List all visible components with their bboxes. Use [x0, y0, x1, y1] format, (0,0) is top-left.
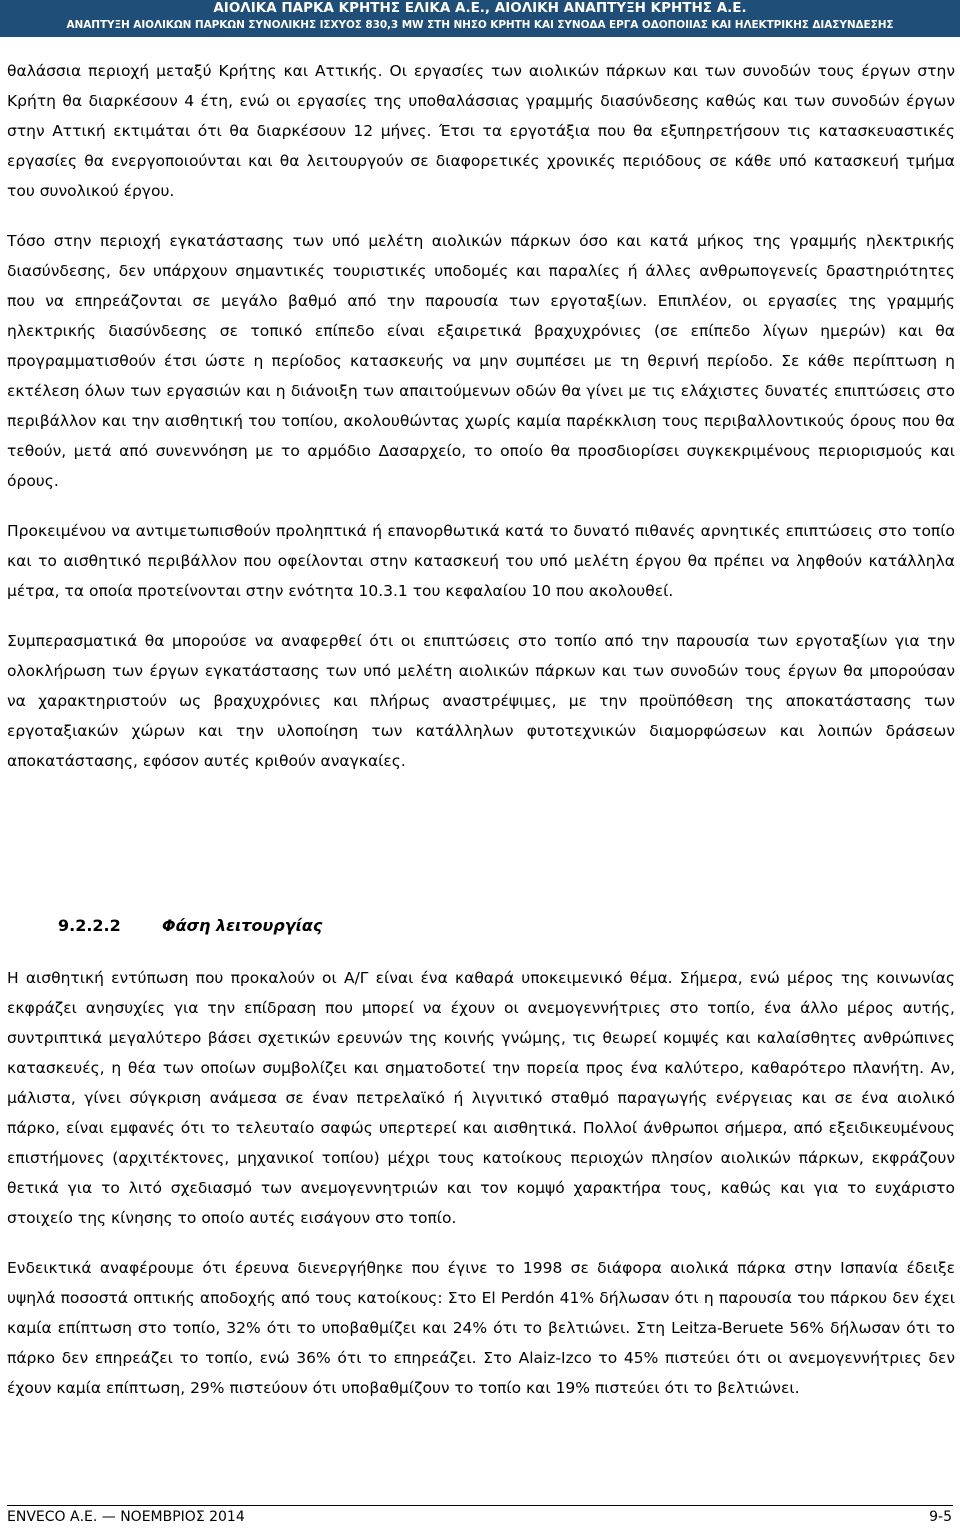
paragraph: Προκειμένου να αντιμετωπισθούν προληπτικά ή επανορθωτικά κατά το δυνατό πιθανές αρνητικές επιπτώσεις στο τοπίο και το αισθητικό περιβάλλον που οφείλονται στην κατασκευή του υπό μελέτη έργου θα πρέπει να ληφθούν κατάλληλα μέτρα, τα οποία προτείνονται στην ενότητα 10.3.1 του κεφαλαίου 10 που ακολουθεί.	[7, 522, 955, 600]
footer-divider	[7, 1505, 953, 1506]
section-heading	[58, 911, 322, 941]
paragraph: θαλάσσια περιοχή μεταξύ Κρήτης και Αττικής. Οι εργασίες των αιολικών πάρκων και των συνοδών τους έργων στην Κρήτη θα διαρκέσουν 4 έτη, ενώ οι εργασίες της υποθαλάσσιας γραμμής διασύνδεσης καθώς και των συνοδών έργων στην Αττική εκτιμάται ότι θα διαρκέσουν 12 μήνες. Έτσι τα εργοτάξια που θα εξυπηρετήσουν τις κατασκευαστικές εργασίες θα ενεργοποιούνται και θα λειτουργούν σε διαφορετικές χρονικές περιόδους σε κάθε υπό κατασκευή τμήμα του συνολικού έργου.	[7, 62, 955, 200]
page-number: 9-5	[929, 1509, 952, 1525]
header-subtitle: ΑΝΑΠΤΥΞΗ ΑΙΟΛΙΚΩΝ ΠΑΡΚΩΝ ΣΥΝΟΛΙΚΗΣ ΙΣΧΥΟΣ 830,3 MW ΣΤΗ ΝΗΣΟ ΚΡΗΤΗ ΚΑΙ ΣΥΝΟΔΑ ΕΡΓΑ ΟΔΟΠΟΙΙΑΣ ΚΑΙ ΗΛΕΚΤΡΙΚΗΣ ΔΙΑΣΥΝΔΕΣΗΣ	[66, 19, 894, 31]
paragraph: Συμπερασματικά θα μπορούσε να αναφερθεί ότι οι επιπτώσεις στο τοπίο από την παρουσία των εργοταξίων για την ολοκλήρωση των έργων εγκατάστασης των υπό μελέτη αιολικών πάρκων και των συνοδών τους έργων θα μπορούσαν να χαρακτηριστούν ως βραχυχρόνιες και πλήρως αναστρέψιμες, με την προϋπόθεση της αποκατάστασης των εργοταξιακών χώρων και την υλοποίηση των κατάλληλων φυτοτεχνικών διαμορφώσεων και λοιπών δράσεων αποκατάστασης, εφόσον αυτές κριθούν αναγκαίες.	[7, 632, 955, 770]
header-title: ΑΙΟΛΙΚΑ ΠΑΡΚΑ ΚΡΗΤΗΣ ΕΛΙΚΑ Α.Ε., ΑΙΟΛΙΚΗ ΑΝΑΠΤΥΞΗ ΚΡΗΤΗΣ Α.Ε.	[213, 0, 747, 16]
body-text-upper	[7, 56, 955, 796]
section-title: Φάση λειτουργίας	[162, 916, 323, 935]
body-text-lower	[7, 963, 955, 1423]
page-header	[0, 0, 960, 37]
paragraph: Τόσο στην περιοχή εγκατάστασης των υπό μελέτη αιολικών πάρκων όσο και κατά μήκος της γραμμής ηλεκτρικής διασύνδεσης, δεν υπάρχουν σημαντικές τουριστικές υποδομές και παραλίες ή άλλες ανθρωπογενείς δραστηριότητες που να επηρεάζονται σε μεγάλο βαθμό από την παρουσία των εργοταξίων. Επιπλέον, οι εργασίες της γραμμής ηλεκτρικής διασύνδεσης σε τοπικό επίπεδο είναι εξαιρετικά βραχυχρόνιες (σε επίπεδο λίγων ημερών) και θα προγραμματισθούν έτσι ώστε η περίοδος κατασκευής να μην συμπέσει με τη θερινή περίοδο. Σε κάθε περίπτωση η εκτέλεση όλων των εργασιών και η διάνοιξη των απαιτούμενων οδών θα γίνει με τις ελάχιστες δυνατές επιπτώσεις στο περιβάλλον και την αισθητική του τοπίου, ακολουθώντας χωρίς καμία παρέκκλιση τους περιβαλλοντικούς όρους που θα τεθούν, μετά από συνεννόηση με το αρμόδιο Δασαρχείο, το οποίο θα προσδιορίσει συγκεκριμένους περιορισμούς και όρους.	[7, 232, 955, 490]
paragraph: Ενδεικτικά αναφέρουμε ότι έρευνα διενεργήθηκε που έγινε το 1998 σε διάφορα αιολικά πάρκα στην Ισπανία έδειξε υψηλά ποσοστά οπτικής αποδοχής από τους κατοίκους: Στο El Perdón 41% δήλωσαν ότι η παρουσία του πάρκου δεν έχει καμία επίπτωση στο τοπίο, 32% ότι το υποβαθμίζει και 24% ότι το βελτιώνει. Στη Leitza-Beruete 56% δήλωσαν ότι το πάρκο δεν επηρεάζει το τοπίο, ενώ 36% ότι το επηρεάζει. Στο Alaiz-Izco το 45% πιστεύει ότι οι ανεμογεννήτριες δεν έχουν καμία επίπτωση, 29% πιστεύουν ότι υποβαθμίζουν το τοπίο και 19% πιστεύει ότι το βελτιώνει.	[7, 1259, 955, 1397]
section-number: 9.2.2.2	[58, 916, 121, 935]
footer-company-date: ENVECO Α.Ε. — ΝΟΕΜΒΡΙΟΣ 2014	[7, 1509, 245, 1525]
paragraph: Η αισθητική εντύπωση που προκαλούν οι Α/Γ είναι ένα καθαρά υποκειμενικό θέμα. Σήμερα, ενώ μέρος της κοινωνίας εκφράζει ανησυχίες για την επίδραση που μπορεί να έχουν οι ανεμογεννήτριες στο τοπίο, ένα άλλο μέρος αυτής, συντριπτικά μεγαλύτερο βάσει σχετικών ερευνών της κοινής γνώμης, τις θεωρεί κομψές και καλαίσθητες ανθρώπινες κατασκευές, η θέα των οποίων συμβολίζει και σηματοδοτεί την πορεία προς ένα καλύτερο, καθαρότερο πλανήτη. Αν, μάλιστα, γίνει σύγκριση ανάμεσα σε έναν πετρελαϊκό ή λιγνιτικό σταθμό παραγωγής ενέργειας και σε ένα αιολικό πάρκο, είναι εμφανές ότι το τελευταίο σαφώς υπερτερεί και αισθητικά. Πολλοί άνθρωποι σήμερα, από εξειδικευμένους επιστήμονες (αρχιτέκτονες, μηχανικοί τοπίου) μέχρι τους κατοίκους περιοχών πλησίον αιολικών πάρκων, εκφράζουν θετικά για το λιτό σχεδιασμό των ανεμογεννητριών και τον κομψό χαρακτήρα τους, καθώς και για το ευχάριστο στοιχείο της κίνησης το οποίο αυτές εισάγουν στο τοπίο.	[7, 969, 955, 1227]
